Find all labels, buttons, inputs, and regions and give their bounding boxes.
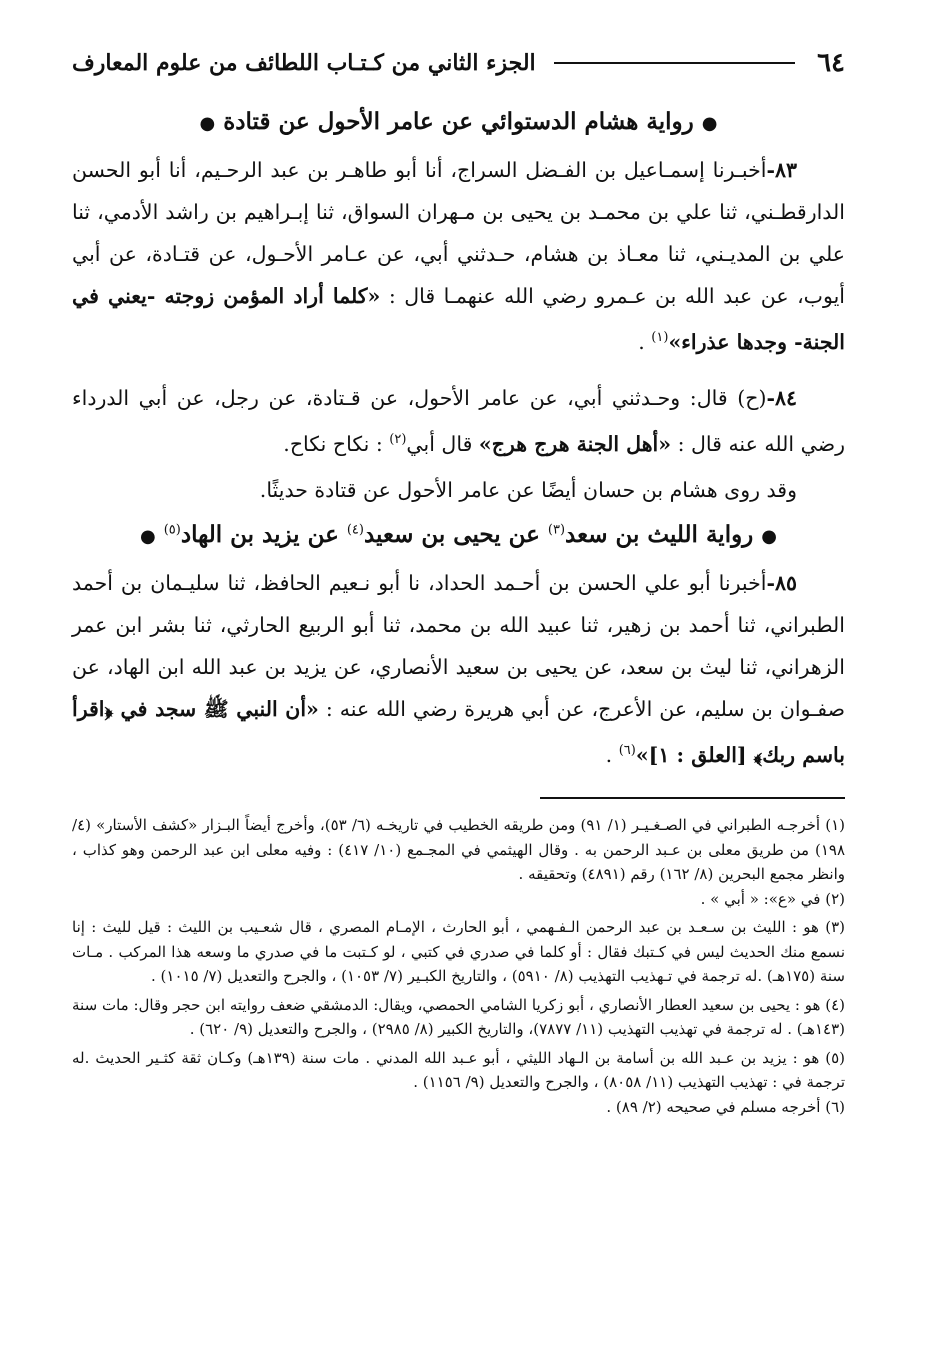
header-rule xyxy=(554,62,795,64)
bullet-icon: ● xyxy=(761,525,778,547)
hadith-end: : نكاح نكاح. xyxy=(283,431,390,456)
footnotes xyxy=(72,813,845,1119)
heading-part: عن يزيد بن الهاد xyxy=(180,520,347,548)
footnote-ref: (٥) xyxy=(163,522,181,537)
hadith-end: . xyxy=(605,742,619,767)
running-header xyxy=(72,40,845,86)
heading-part: رواية الليث بن سعد xyxy=(565,520,754,548)
footnote-ref: (٣) xyxy=(547,522,566,537)
bullet-icon: ● xyxy=(199,113,216,134)
note-paragraph: وقد روى هشام بن حسان أيضًا عن عامر الأحول عن قتادة حديثًا. xyxy=(259,477,797,502)
hadith-text: أخبرنا أبو علي الحسن بن أحـمد الحداد، نا أبو نـعيم الحافظ، ثنا سليـمان بن أحمد الطبراني، ثنا أحمد بن زهير، ثنا عبيد الله بن محمد، ثنا أبو الربيع الحارثي، ثنا بشر ابن عمر الزهراني، ثنا ليث بن سعد، عن يحيى بن سعيد الأنصاري، عن يزيد بن عبد الله ابن الهاد، عن صفـوان بن سليم، عن الأعرج، عن أبي هريرة رضي الله عنه : xyxy=(72,570,845,721)
footnote-separator xyxy=(540,797,845,799)
running-title: الجزء الثاني من كـتـاب اللطائف من علوم المعارف xyxy=(72,50,536,76)
footnote-ref: (٤) xyxy=(346,522,364,537)
hadith-text: (ح) قال: وحـدثني أبي، عن عامر الأحول، عن قـتادة، عن رجل، عن أبي الدرداء رضي الله عنه قال : xyxy=(72,385,845,456)
footnote-ref: (٢) xyxy=(389,431,407,447)
hadith-number: ٨٣- xyxy=(766,158,797,182)
section-heading-text: رواية هشام الدستوائي عن عامر الأحول عن قتادة xyxy=(223,108,694,135)
section-heading-hisham xyxy=(72,108,845,135)
hadith-83 xyxy=(72,149,845,363)
hadith-text: أخبـرنا إسمـاعيل بن الفـضل السراج، أنا أبو طاهـر بن عبد الرحـيم، أنا أبو الحسن الدارقطـني، ثنا علي بن محمـد بن يحيى بن مـهران السواق، ثنا إبـراهيم بن راشد الأدمي، ثنا علي بن المديـني، ثنا معـاذ بن هشام، حـدثني أبي، عن عـامر الأحـول، عن قتـادة، عن أبي أيوب، عن عبد الله بن عـمرو رضي الله عنهمـا قال : xyxy=(72,158,845,308)
hadith-number: ٨٥- xyxy=(766,570,797,595)
footnote-4: (٤) هو : يحيى بن سعيد العطار الأنصاري ، أبو زكريا الشامي الحمصي، ويقال: الدمشقي ضعف روايته ابن حجر وقال: مات سنة (١٤٣هـ) . له ترجمة في تهذيب التهذيب (١١/ ٧٨٧٧)، والتاريخ الكبير (٨/ ٢٩٨٥) ، والجرح والتعديل (٩/ ٦٢٠) . xyxy=(72,995,845,1039)
heading-part: عن يحيى بن سعيد xyxy=(363,520,548,548)
hadith-84 xyxy=(72,377,845,465)
hadith-end: . xyxy=(638,329,652,354)
footnote-5: (٥) هو : يزيد بن عـبد الله بن أسامة بن الـهاد الليثي ، أبو عـبد الله المدني . مات سنة (١٣٩هـ) وكـان ثقة كثـير الحديث .له ترجمة في : تهذيب التهذيب (١١/ ٨٠٥٨) ، والجرح والتعديل (٩/ ١١٥٦) . xyxy=(72,1048,845,1092)
footnote-ref: (٦) xyxy=(618,742,636,758)
hadith-quote: «أهل الجنة هرج هرج» xyxy=(478,431,672,456)
footnote-1: (١) أخرجـه الطبراني في الصـغـيـر (١/ ٩١) ومن طريقه الخطيب في تاريخـه (٦/ ٥٣)، وأخرج أيضاً البـزار «كشف الأستار» (٤/ ١٩٨) من طريق معلى بن عـبد الرحمن به . وقال الهيثمي في المجـمع (١٠/ ٤١٧) : وفيه معلى ابن عبد الرحمن وهو كذاب ، وانظر مجمع البحرين (٨/ ١٦٢) رقم (٤٨٩١) وتحقيقه . xyxy=(72,816,845,884)
hadith-85 xyxy=(72,562,845,776)
footnote-6: (٦) أخرجه مسلم في صحيحه (٢/ ٨٩) . xyxy=(606,1097,845,1116)
bullet-icon: ● xyxy=(139,525,156,547)
footnote-ref: (١) xyxy=(651,330,669,345)
page-number: ٦٤ xyxy=(817,48,845,78)
hadith-quote: «أن النبي ﷺ سجد في ﴿اقرأ باسم ربك﴾ [العلق : ١]» xyxy=(72,696,845,767)
hadith-after: قال أبي xyxy=(406,431,479,456)
footnote-3: (٣) هو : الليث بن سـعـد بن عبد الرحمن الـفـهمي ، أبو الحارث ، الإمـام المصري ، قال شعـيب بن الليث : قيل لليث : إنا نسمع منك الحديث ليس في كـتبك فقال : أو كلما في صدري في كتبي ، لو كـتبت ما في صدري ما وسعه هذا المركب . مـات سنة (١٧٥هـ) .له ترجمة في تـهذيب التهذيب (٨/ ٥٩١٠) ، والتاريخ الكبـير (٧/ ١٠٥٣) ، والجرح والتعديل (٧/ ١٠١٥) . xyxy=(72,918,845,986)
section-heading-layth xyxy=(72,521,845,548)
footnote-2: (٢) في «ع»: « أبي » . xyxy=(700,889,845,908)
bullet-icon: ● xyxy=(701,113,718,134)
hadith-number: ٨٤- xyxy=(766,385,797,410)
hadith-quote: «كلما أراد المؤمن زوجته -يعني في الجنة- وجدها عذراء» xyxy=(72,284,845,354)
